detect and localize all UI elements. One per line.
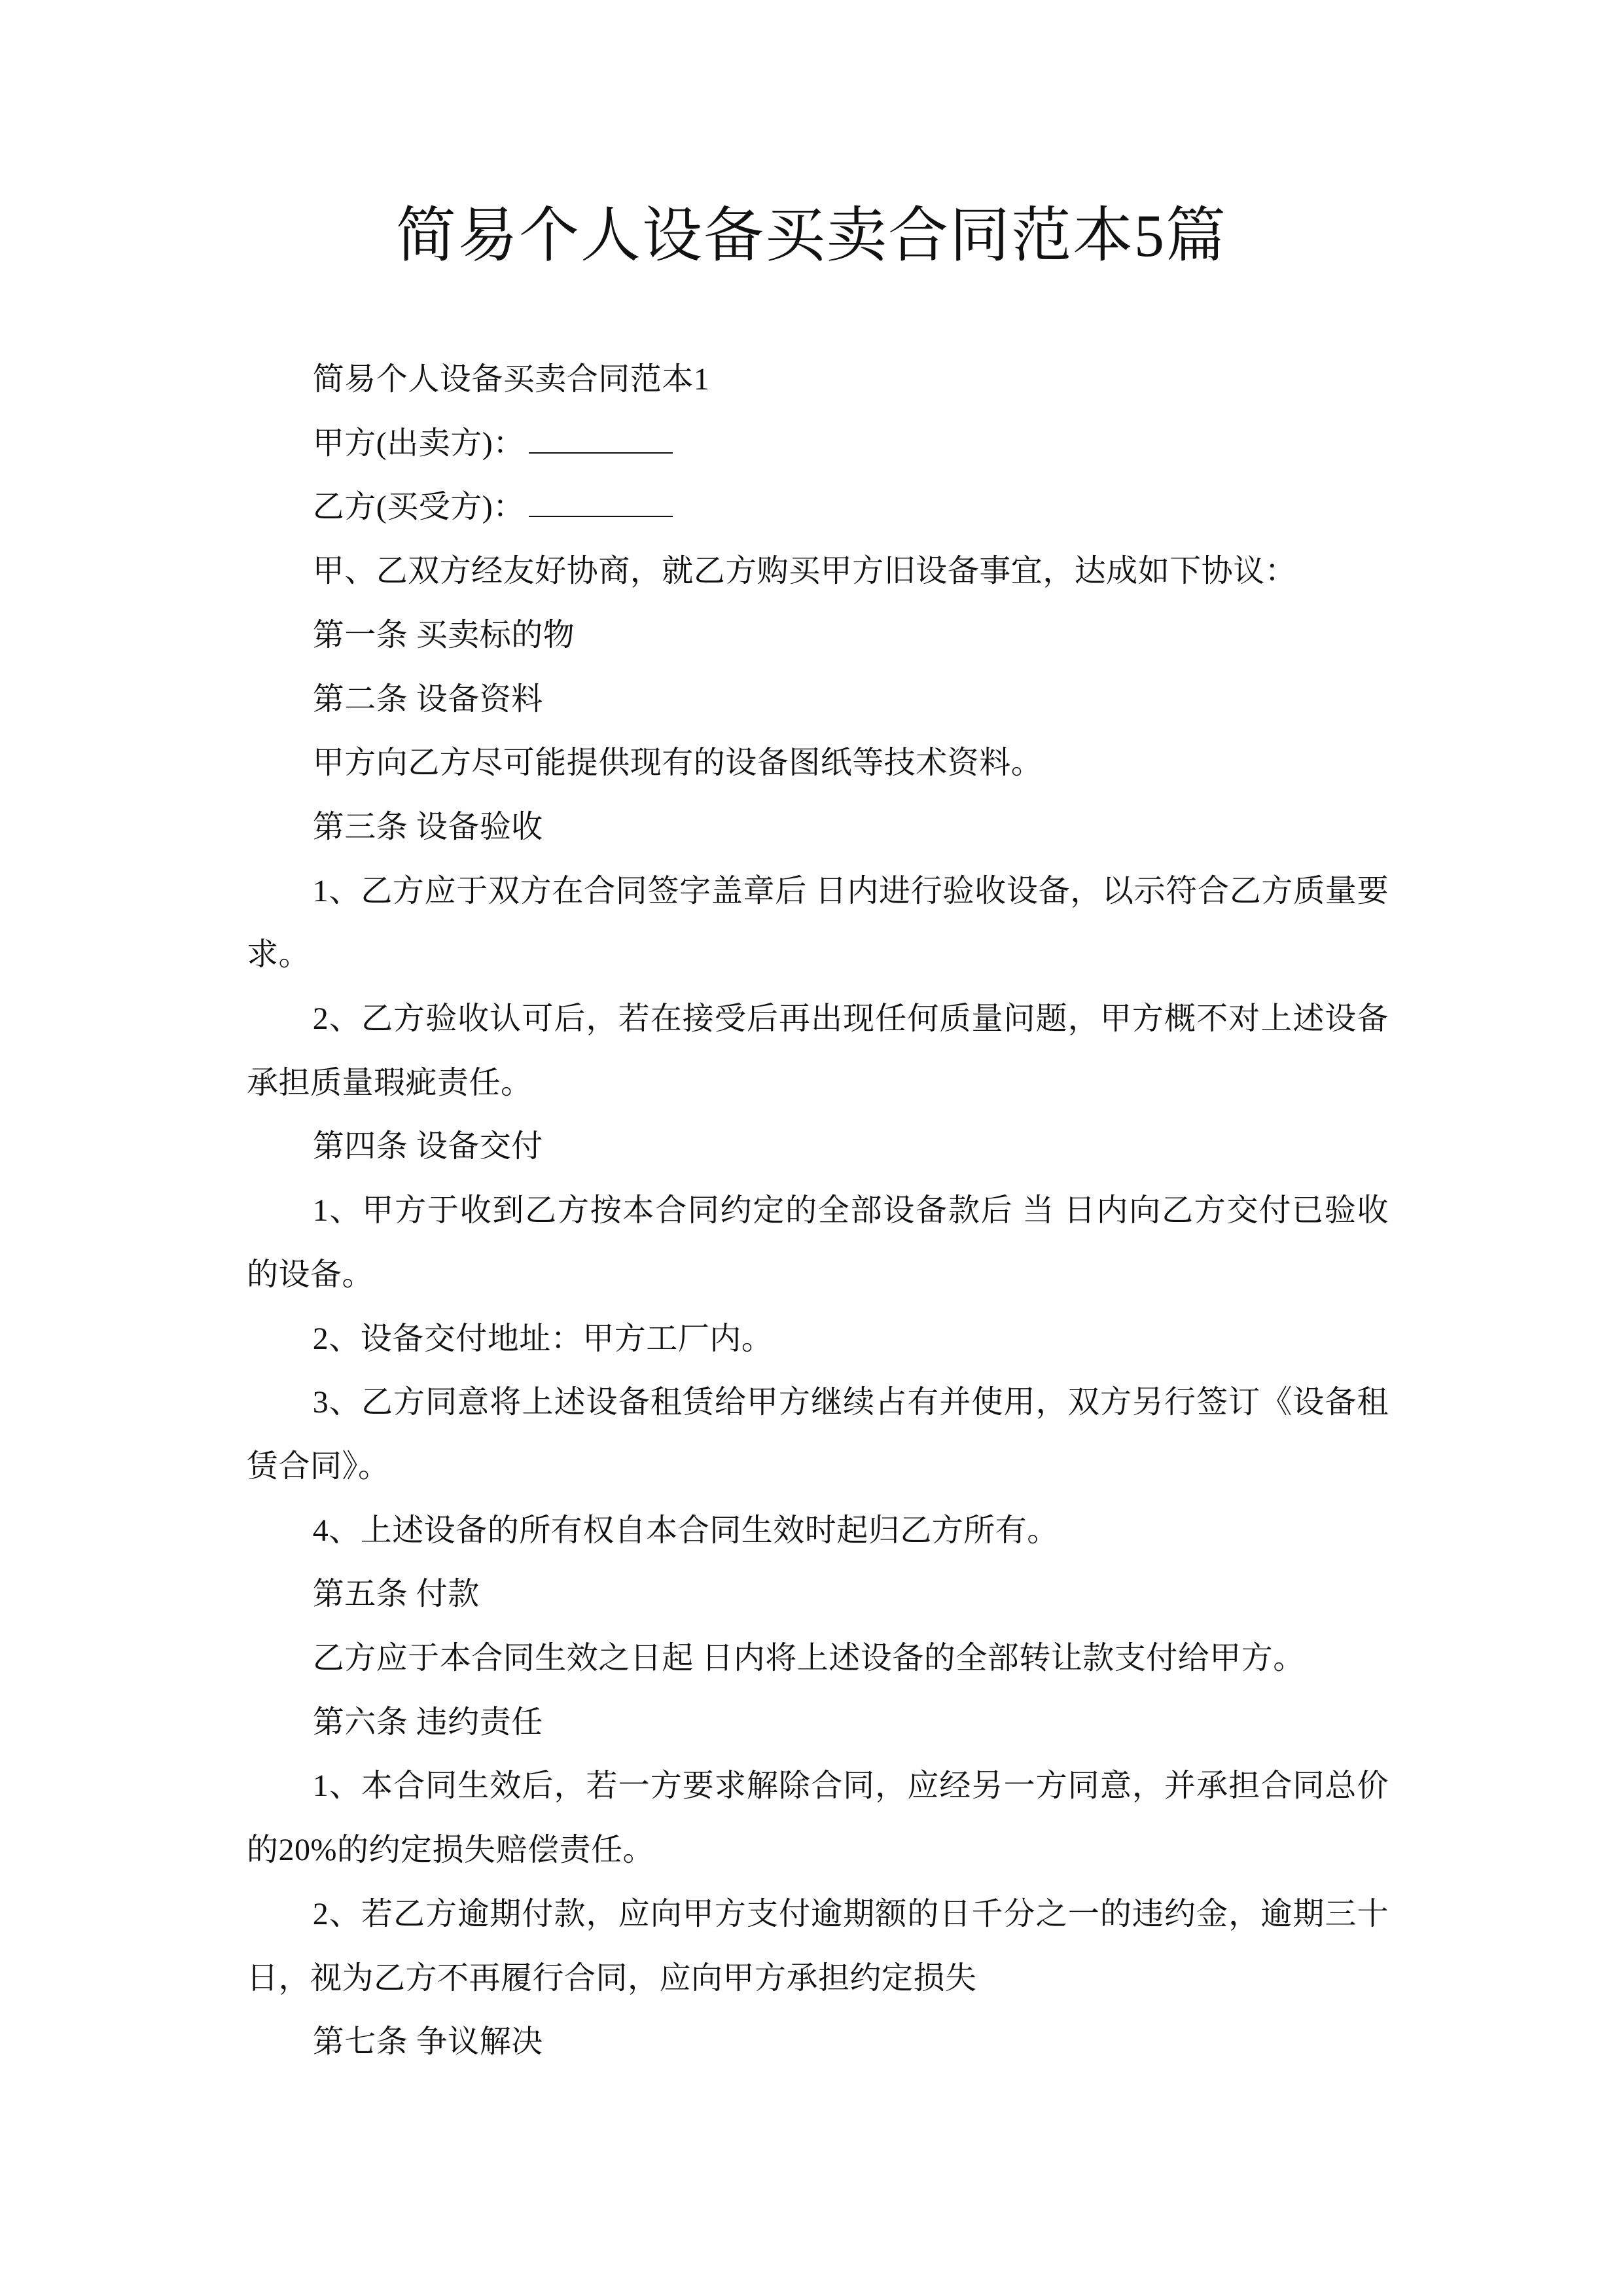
party-a-blank[interactable] xyxy=(529,418,673,454)
paragraph: 4、上述设备的所有权自本合同生效时起归乙方所有。 xyxy=(312,1513,1059,1548)
paragraph: 乙方应于本合同生效之日起 日内将上述设备的全部转让款支付给甲方。 xyxy=(312,1641,1305,1676)
paragraph: 甲、乙双方经友好协商，就乙方购买甲方旧设备事宜，达成如下协议： xyxy=(312,554,1297,589)
article-heading: 第三条 设备验收 xyxy=(312,809,543,844)
paragraph: 1、本合同生效后，若一方要求解除合同，应经另一方同意，并承担合同总价的20%的约定损失赔偿责任。 xyxy=(247,1768,1389,1868)
article-heading: 第一条 买卖标的物 xyxy=(312,617,575,653)
document-title: 简易个人设备买卖合同范本5篇 xyxy=(395,202,1227,269)
paragraph: 2、若乙方逾期付款，应向甲方支付逾期额的日千分之一的违约金，逾期三十日，视为乙方不再履行合同，应向甲方承担约定损失 xyxy=(247,1896,1389,1996)
section-heading: 简易个人设备买卖合同范本1 xyxy=(312,362,710,397)
article-heading: 第二条 设备资料 xyxy=(312,681,543,717)
paragraph: 3、乙方同意将上述设备租赁给甲方继续占有并使用，双方另行签订《设备租赁合同》。 xyxy=(247,1385,1389,1484)
paragraph: 1、乙方应于双方在合同签字盖章后 日内进行验收设备，以示符合乙方质量要求。 xyxy=(247,873,1389,973)
article-heading: 第五条 付款 xyxy=(312,1577,480,1612)
party-b-label: 乙方(买受方)： xyxy=(312,490,525,525)
paragraph: 甲方向乙方尽可能提供现有的设备图纸等技术资料。 xyxy=(312,745,1043,781)
article-heading: 第七条 争议解决 xyxy=(312,2024,543,2060)
article-heading: 第六条 违约责任 xyxy=(312,1704,543,1740)
article-heading: 第四条 设备交付 xyxy=(312,1129,543,1164)
paragraph: 2、乙方验收认可后，若在接受后再出现任何质量问题，甲方概不对上述设备承担质量瑕疵责任。 xyxy=(247,1001,1389,1100)
paragraph: 2、设备交付地址：甲方工厂内。 xyxy=(312,1321,774,1356)
paragraph: 1、甲方于收到乙方按本合同约定的全部设备款后 当 日内向乙方交付已验收的设备。 xyxy=(247,1193,1389,1292)
party-b-line xyxy=(247,475,1389,539)
party-b-blank[interactable] xyxy=(529,482,673,517)
party-a-line xyxy=(247,412,1389,476)
party-a-label: 甲方(出卖方)： xyxy=(312,425,525,461)
document-body xyxy=(247,348,1389,2074)
